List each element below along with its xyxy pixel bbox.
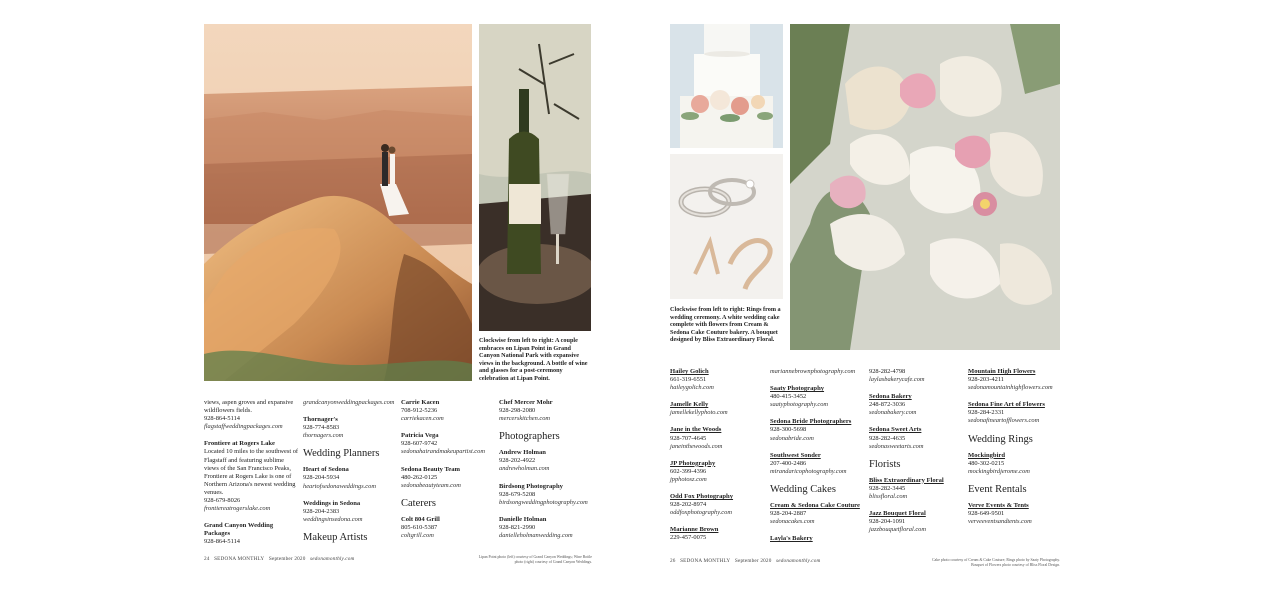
website-link[interactable]: jpphotosz.com [670,475,707,483]
phone-number: 928-607-9742 [401,440,438,448]
phone-number: 928-774-8583 [303,424,340,432]
phone-number: 661-319-6551 [670,376,707,384]
website-link[interactable]: sedonabakery.com [869,409,917,417]
website-link[interactable]: verveeventsandtents.com [968,518,1032,526]
intro-text: views, aspen groves and expansive wildflowers fields. [204,399,294,415]
wedding-rings-photo [670,154,783,299]
vendor-name: Thornager's [303,416,338,424]
left-column-4 [499,399,594,540]
vendor-name: Mockingbird [968,451,1006,459]
right-page-footer [670,558,870,564]
phone-number: 708-912-5236 [401,407,438,415]
left-column-2 [303,399,397,546]
phone-number: 928-282-4635 [869,434,906,442]
left-photo-credit: Lipan Point photo (left) courtesy of Grand Canyon Weddings; Wine Bottle photo (right) courtesy of Grand Canyon Weddings. [478,555,592,564]
vendor-name: Heart of Sedona [303,466,349,474]
website-link[interactable]: jazzbouquetfloral.com [869,526,926,534]
phone-number: 248-872-3036 [869,401,906,409]
phone-number: 928-864-5114 [204,415,240,423]
phone-number: 928-679-5208 [499,490,536,498]
right-column-1 [670,368,766,543]
right-column-4 [968,368,1068,526]
vendor-name: Sedona Beauty Team [401,465,460,473]
phone-number: 928-864-5114 [204,538,240,546]
website-link[interactable]: birdsongweddingphotography.com [499,498,588,506]
phone-number: 928-821-2990 [499,523,536,531]
phone-number: 229-457-0075 [670,534,707,542]
vendor-name: Grand Canyon Wedding Packages [204,522,274,538]
wedding-cake-photo [670,24,783,148]
left-page-footer [204,556,404,562]
website-link[interactable]: mercerskitchen.com [499,415,551,423]
vendor-name: Odd Fox Photography [670,493,734,501]
magazine-name: SEDONA MONTHLY [680,558,731,564]
canyon-couple-photo [204,24,472,381]
left-column-3 [401,399,495,540]
right-column-3 [869,368,965,534]
phone-number: 928-204-1091 [869,518,906,526]
website-link[interactable]: sedonabeautyteam.com [401,481,461,489]
website-link[interactable]: danielleholmanwedding.com [499,532,573,540]
website-link[interactable]: janeinthewoods.com [670,442,723,450]
issue-date: September 2020 [734,558,772,564]
section-heading: Caterers [401,497,436,509]
bouquet-photo [790,24,1060,350]
phone-number: 928-707-4645 [670,434,707,442]
website-link[interactable]: grandcanyonweddingpackages.com [303,399,395,406]
website-link[interactable]: laylasbakerycafe.com [869,376,925,384]
magazine-website: sedonamonthly.com [776,558,821,564]
phone-number: 928-203-4211 [968,376,1004,384]
vendor-name: Birdsong Photography [499,482,563,490]
phone-number: 928-300-5698 [770,426,807,434]
phone-number: 480-262-0125 [401,473,438,481]
vendor-name: JP Photography [670,459,716,467]
left-column-1 [204,399,300,547]
vendor-name: Sedona Fine Art of Flowers [968,401,1045,409]
vendor-name: Patricia Vega [401,432,439,440]
vendor-name: Saaty Photography [770,385,825,393]
wine-bottle-photo [479,24,591,331]
vendor-name: Danielle Holman [499,515,547,523]
website-link[interactable]: blissfloral.com [869,492,908,500]
vendor-name: Sedona Sweet Arts [869,426,922,434]
vendor-name: Layla's Bakery [770,535,813,543]
section-heading: Photographers [499,431,560,443]
phone-number: 928-204-2383 [303,507,340,515]
vendor-name: Sedona Bride Photographers [770,418,852,426]
website-link[interactable]: sedonacakes.com [770,518,815,526]
magazine-name: SEDONA MONTHLY [214,556,265,562]
phone-number: 928-204-2887 [770,510,807,518]
section-heading: Florists [869,458,901,470]
section-heading: Makeup Artists [303,531,368,543]
vendor-name: Colt 804 Grill [401,515,440,523]
website-link[interactable]: mariannebrownphotography.com [770,368,856,375]
website-link[interactable]: jamellekellyphoto.com [670,409,728,417]
vendor-name: Carrie Kacen [401,399,440,406]
website-link[interactable]: andrewholman.com [499,465,550,473]
website-link[interactable]: coltgrill.com [401,532,434,540]
vendor-name: Marianne Brown [670,526,719,534]
website-link[interactable]: saatyphotography.com [770,401,829,409]
section-heading: Event Rentals [968,483,1027,495]
section-heading: Wedding Cakes [770,483,836,495]
website-link[interactable]: sedonahairandmakeupartist.com [401,448,485,456]
right-photo-caption: Clockwise from left to right: Rings from a wedding ceremony. A white wedding cake complete with flowers from Cream & Sedona Cake Couture bakery. A bouquet designed by Bliss Extraordinary Floral. [670,306,781,344]
phone-number: 928-204-5934 [303,474,340,482]
page-number: 26 [670,558,676,564]
vendor-name: Mountain High Flowers [968,368,1036,375]
website-link[interactable]: sedonabride.com [770,434,814,442]
phone-number: 480-302-0215 [968,459,1005,467]
vendor-name: Sedona Bakery [869,393,912,401]
vendor-name: Jane in the Woods [670,426,722,434]
phone-number: 928-282-3445 [869,484,906,492]
vendor-name: Verve Events & Tents [968,501,1029,509]
website-link[interactable]: oddfoxphotography.com [670,509,732,517]
vendor-description: Located 10 miles to the southwest of Flagstaff and featuring sublime views of the San Francisco Peaks, Frontiere at Rogers Lake is one of Northern Arizona's newest wedding venues. [204,448,299,496]
vendor-name: Bliss Extraordinary Floral [869,476,944,484]
phone-number: 805-610-5387 [401,523,438,531]
phone-number: 928-679-8026 [204,497,241,505]
phone-number: 207-400-2486 [770,459,807,467]
right-photo-credit: Cake photo courtesy of Cream & Cake Couture; Rings photo by Saaty Photography. Bouquet of Flowers photo courtesy of Bliss Floral Design. [932,558,1060,567]
website-link[interactable]: weddingsinsedona.com [303,515,363,523]
phone-number: 928-202-4922 [499,457,536,465]
phone-number: 928-298-2080 [499,407,536,415]
website-link[interactable]: thornagers.com [303,432,344,440]
page-number: 24 [204,556,210,562]
phone-number: 928-284-2331 [968,409,1005,417]
website-link[interactable]: sedonafineartofflowers.com [968,417,1040,425]
vendor-name: Jazz Bouquet Floral [869,510,926,518]
issue-date: September 2020 [268,556,306,562]
vendor-name: Andrew Holman [499,449,546,457]
phone-number: 928-282-4798 [869,368,906,375]
website-link[interactable]: mirandaricophotography.com [770,467,847,475]
website-link[interactable]: sedonasweetarts.com [869,442,924,450]
vendor-name: Frontiere at Rogers Lake [204,440,275,448]
website-link[interactable]: heartofsedonaweddings.com [303,482,376,490]
left-photo-caption: Clockwise from left to right: A couple embraces on Lipan Point in Grand Canyon National Park with expansive views in the background. A bottle of wine and glasses for a post-ceremony celebration at Lipan Point. [479,337,588,382]
vendor-name: Weddings in Sedona [303,499,361,507]
website-link[interactable]: haileygolich.com [670,384,714,392]
vendor-name: Chef Mercer Mohr [499,399,553,406]
section-heading: Wedding Rings [968,433,1033,445]
right-column-2 [770,368,866,543]
phone-number: 928-202-8974 [670,501,707,509]
phone-number: 602-399-4396 [670,467,707,475]
website-link[interactable]: sedonamountainhighflowers.com [968,384,1053,392]
website-link[interactable]: frontiereatrogerslake.com [204,505,271,513]
website-link[interactable]: flagstaffweddingpackages.com [204,423,283,431]
phone-number: 928-649-9501 [968,509,1005,517]
phone-number: 480-415-3452 [770,393,807,401]
vendor-name: Hailey Golich [670,368,709,375]
magazine-website: sedonamonthly.com [310,556,355,562]
vendor-name: Southwest Sonder [770,451,821,459]
vendor-name: Cream & Sedona Cake Couture [770,501,860,509]
vendor-name: Jamelle Kelly [670,401,709,409]
section-heading: Wedding Planners [303,448,380,460]
website-link[interactable]: mockingbirdjerome.com [968,467,1030,475]
website-link[interactable]: carriekacen.com [401,415,444,423]
